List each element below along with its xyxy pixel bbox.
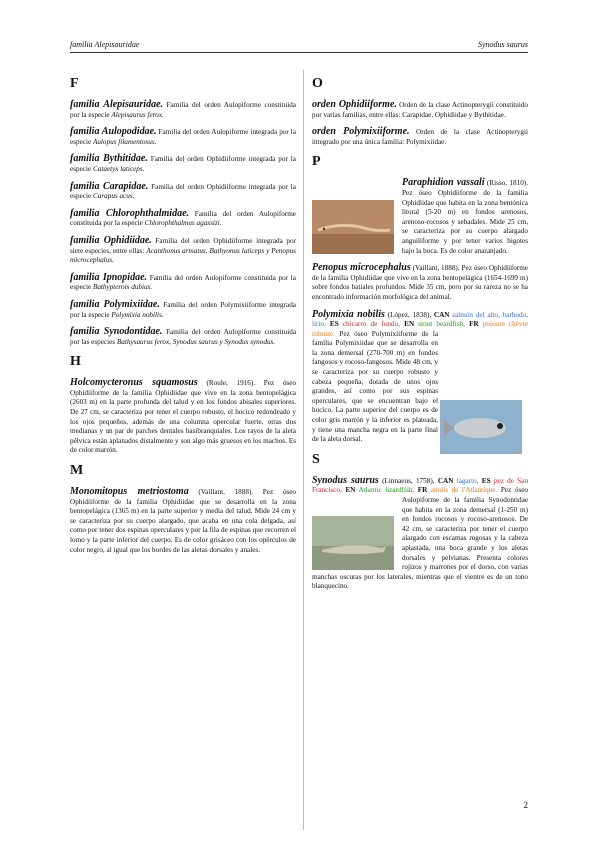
entry-text: (Vaillant, 1888). Pez óseo Ophidiiforme de la familia Ophidiidae que vive en la zona bentopelágica (1654-1699 m) sobre fondos batiales profundos. Mide 35 cm, pero por su rareza no se ha encontrado información morfológica del animal. (312, 264, 528, 301)
entry-carapidae (70, 182, 296, 202)
entry-bythitidae (70, 154, 296, 174)
name-fr: poisson chèvre robuste. (312, 320, 529, 338)
entry-species: Alepisaurus ferox. (111, 110, 164, 119)
entry-species: Acanthonus armatus, Bathyonus laticeps y Penopus microcephalus. (70, 246, 296, 265)
running-header (70, 38, 528, 53)
entry-term: familia Ipnopidae. (70, 271, 148, 283)
entry-term: familia Aulopodidae. (70, 126, 157, 138)
entry-text: Familia del orden Aulopiforme constituida por la especie (70, 273, 296, 292)
entry-term: familia Carapidae. (70, 180, 149, 192)
entry-term: familia Ophidiidae. (70, 234, 152, 246)
entry-text: Familia del orden Aulopiforme integrada por la especie (70, 128, 296, 146)
entry-text: Familia del orden Aulopiforme constituida por la especie (70, 101, 296, 119)
entry-species: Bathypterois dubius. (92, 283, 153, 292)
header-right: Synodus saurus (477, 40, 528, 49)
entry-term: familia Alepisauridae. (70, 99, 164, 110)
entry-term: orden Ophidiiforme. (312, 99, 397, 110)
entry-term: Synodus saurus (312, 474, 379, 486)
entry-term: Holcomycteronus squamosus (70, 377, 198, 389)
entry-term: Paraphidion vassali (402, 177, 485, 189)
entry-species: Cataetyx laticeps. (92, 164, 145, 173)
lang-fr: FR (417, 486, 428, 495)
entry-species: Aulopus filamentosus. (92, 137, 157, 146)
entry-text: Familia del orden Ophidiiforme integrada por la especie (70, 155, 296, 173)
entry-term: familia Chlorophthalmidae. (70, 207, 190, 219)
name-es: pez de San Francisco, (312, 476, 529, 495)
lang-en: EN (345, 486, 356, 495)
entry-term: Penopus microcephalus (312, 262, 411, 274)
entry-polymixia (312, 310, 528, 445)
right-column (312, 70, 528, 599)
entry-text: (Vaillant, 1888). Pez óseo Ophidiiforme de la familia Ophidiidae que se desarrolla en la zona bentopelágica (1365 m) en la parte superior y media del talud. Mide 24 cm y se caracteriza por su cuerpo alargado, que acaba en una cola delgada, así como por tener dos espinas operculares y por la fila de espinas que recorren el lomo y la parte inferior del cuerpo. Es de color grisáceo con los opérculos de color negro, al igual que los bordes de las aletas dorsales y anales. (70, 488, 296, 554)
entry-term: Monomitopus metriostoma (70, 486, 189, 498)
entry-text: (Roule, 1916). Pez óseo Ophidiiforme de la familia Ophidiidae que vive en la zona bentopelágica (2603 m) en la parte profunda del talud y en los fondos abisales superiores. De 27 cm, se caracteriza por tener el cuerpo robusto, el hocico redondeado y los ojos pequeños, además de una columna opercular fuerte, otras dos medianas y un par de parches dentales basibranquiales. Los rayos de la aleta pélvica están aplanados distalmente y son algo más gruesos en los machos. Es de color marrón. (70, 379, 296, 455)
entry-text: Pez óseo Aulopiforme de la familia Synodontidae que habita en la zona demersal (1-250 m) en fondos rocosos y rocoso-arenosos. De 42 cm, se caracteriza por tener el cuerpo alargado con escamas rugosas y la cabeza aplastada, una boca grande y los aletas dorsales y pelvianas. Presenta colores rojizos y marrones por el dorso, con varias manchas oscuras por los laterales, mientras que el vientre es de un tono blanquecino. (312, 486, 529, 591)
entry-term: familia Synodontidae. (70, 326, 163, 338)
lang-can: CAN (437, 476, 454, 485)
entry-synodus (312, 476, 528, 592)
entry-text: Familia del orden Polymixiiforme integrada por la especie (70, 300, 296, 319)
entry-author: (López, 1838), (384, 310, 434, 319)
name-en: Atlantic lizardfish, (358, 486, 415, 495)
name-es: chicarro de fondo, (342, 320, 401, 329)
entry-chlorophthalmidae (70, 209, 296, 229)
column-divider (303, 70, 304, 830)
page-number: 2 (523, 800, 528, 810)
entry-species: Chlorophthalmus agassizi. (144, 219, 222, 228)
entry-author: (Linnaeus, 1758), (378, 476, 438, 485)
entry-text: (Risso, 1810). Pez óseo Ophidiiforme de la familia Ophidiidae que habita en la zona bentónica litoral (5-20 m) en fondos arenosos, arenoso-rocosos y sebadales. Mide 25 cm, se caracteriza por su cuerpo alargado anguiliforme y por tener varios bigotes bajo la boca. Es de color anaranjado. (402, 179, 528, 255)
section-letter-s: S (312, 451, 320, 467)
entry-species: Polymixia nobilis. (111, 310, 164, 319)
lang-es: ES (329, 320, 339, 329)
section-letter-m: M (70, 463, 84, 479)
section-letter-h: H (70, 354, 81, 370)
entry-polymixiiforme (312, 127, 528, 147)
entry-penopus (312, 263, 528, 302)
entry-polymixiidae (70, 300, 296, 320)
entry-species: Carapus acus. (92, 192, 135, 201)
lang-fr: FR (469, 320, 479, 329)
entry-text: Familia del orden Ophidiiforme integrada por la especie (70, 182, 296, 201)
entry-monomitopus (70, 487, 296, 555)
synodus-photo (312, 516, 394, 570)
entry-ophidiidae (70, 236, 296, 266)
entry-holcomycteronus (70, 378, 296, 456)
entry-alepisauridae (70, 100, 296, 120)
entry-text: Familia del orden Aulopiforme constituida por la especie (70, 209, 296, 228)
section-letter-o: O (312, 76, 323, 91)
name-en: stout beardfish, (418, 320, 465, 329)
entry-text: Orden de la clase Actinopterygii constituido por varias familias, entre ellas: Carapidae, Ophidiidae y Bythitidae. (312, 101, 529, 119)
name-can: lagarto, (456, 476, 479, 485)
header-left: familia Alepisauridae (70, 40, 140, 49)
lang-en: EN (404, 320, 415, 329)
paraphidion-photo (312, 200, 394, 254)
name-can: salmón del alto, barbudo, lirio, (312, 310, 529, 329)
entry-text: Pez óseo Polymixiiforme de la familia Polymixiidae que se desarrolla en la zona demersal (270-700 m) en fondos fangosos y rocoso-fangosos. Mide 48 cm, y se caracteriza por su cuerpo robusto y cabeza pequeña, dotada de unos ojos grandes, así como por sus espinas operculares, que se encuentran bajo el hocico. La parte superior del cuerpo es de color gris marrón y la inferior es plateada, y tiene una mancha negra en la parte final de la aleta dorsal. (312, 329, 439, 444)
entry-term: Polymixia nobilis (312, 308, 385, 320)
polymixia-photo (440, 400, 522, 454)
lang-can: CAN (433, 310, 450, 319)
section-letter-f: F (70, 76, 79, 91)
lang-es: ES (481, 476, 491, 485)
entry-ophidiiforme (312, 100, 528, 120)
entry-term: familia Bythitidae. (70, 153, 148, 165)
entry-synodontidae (70, 327, 296, 347)
section-letter-p: P (312, 154, 321, 170)
left-column (70, 70, 296, 562)
entry-text: Familia del orden Ophidiiforme integrada por siete especies, entre ellas: (70, 236, 296, 255)
entry-aulopodidae (70, 127, 296, 147)
entry-species: Bathysaurus ferox, Synodus saurus y Synodus synodus. (116, 337, 276, 346)
entry-text: Orden de la clase Actinopterygii integrado por una única familia: Polymixiidae. (312, 128, 528, 146)
entry-text: Familia del orden Aulopiforme constituida por las especies (70, 328, 297, 346)
entry-term: familia Polymixiidae. (70, 298, 160, 310)
entry-ipnopidae (70, 273, 296, 293)
entry-term: orden Polymixiiforme. (312, 126, 410, 138)
name-fr: anolis de l'Atlantique. (430, 486, 498, 495)
entry-paraphidion (312, 178, 528, 256)
